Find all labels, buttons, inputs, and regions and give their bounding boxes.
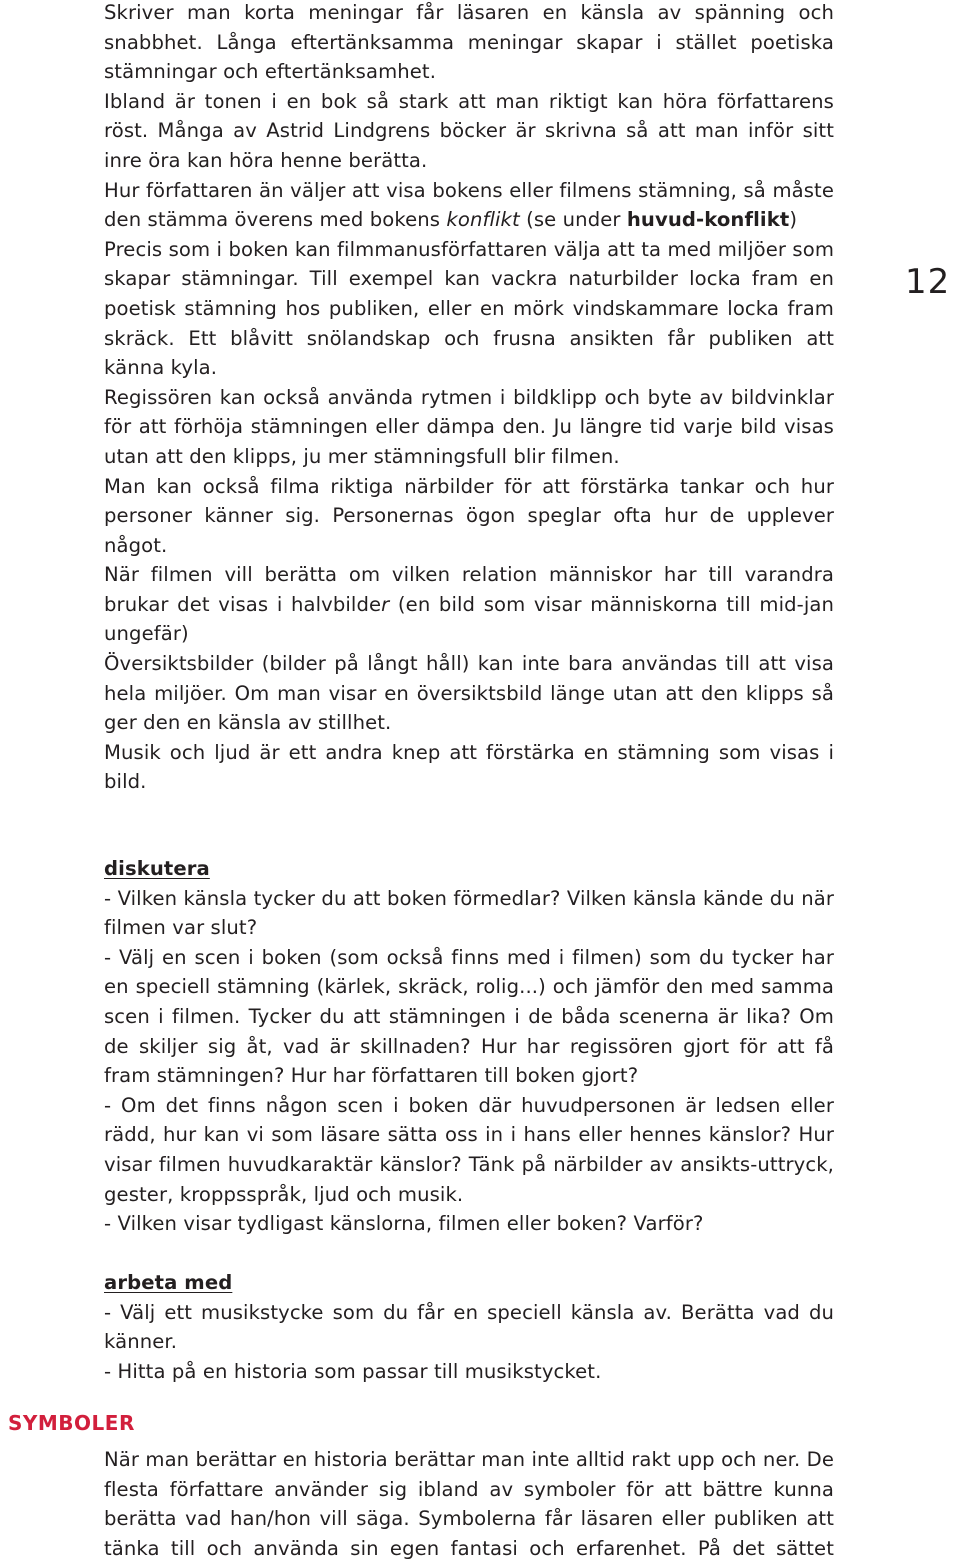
diskutera-heading: diskutera xyxy=(104,857,210,880)
arbeta-med-item: - Välj ett musikstycke som du får en speciell känsla av. Berätta vad du känner. xyxy=(104,1300,834,1354)
paragraph-closeups: Man kan också filma riktiga närbilder för att förstärka tankar och hur personer känner sig. Personernas ögon speglar ofta hur de upplever något. xyxy=(104,474,834,557)
paragraph-author-voice: Ibland är tonen i en bok så stark att man riktigt kan höra författarens röst. Många av Astrid Lindgrens böcker är skrivna så att man inför sitt inre öra kan höra henne berätta. xyxy=(104,89,834,172)
page-number: 12 xyxy=(905,262,951,302)
symboler-paragraph: När man berättar en historia berättar man inte alltid rakt upp och ner. De flesta författare använder sig ibland av symboler för att bättre kunna berätta vad han/hon vill säga. Symbolerna får läsaren eller publiken att tänka till och använda sin egen fantasi och erfarenhet. På det sättet xyxy=(104,1448,834,1560)
paragraph-environments: Precis som i boken kan filmmanusförfattaren välja att ta med miljöer som skapar stämningar. Till exempel kan vackra naturbilder locka fram en poetisk stämning hos publiken, eller en mörk vindskammare locka fram skräck. Ett blåvitt snölandskap och frusna ansikten får publiken att känna kyla. xyxy=(104,237,834,380)
paragraph-overview: Översiktsbilder (bilder på långt håll) kan inte bara användas till att visa hela miljöer. Om man visar en översiktsbild länge utan att den klipps så ger den en känsla av stillhet. xyxy=(104,652,834,735)
symboler-section-label: SYMBOLER xyxy=(8,1411,135,1435)
paragraph-rhythm: Regissören kan också använda rytmen i bildklipp och byte av bildvinklar för att förhöja stämningen eller dämpa den. Ju längre tid varje bild visas utan att den klipps, ju mer stämningsfull blir filmen. xyxy=(104,385,834,468)
diskutera-item: - Vilken känsla tycker du att boken förmedlar? Vilken känsla kände du när filmen var slut? xyxy=(104,886,834,940)
halfshot-suffix: r xyxy=(381,592,390,616)
diskutera-item: - Välj en scen i boken (som också finns med i filmen) som du tycker har en speciell stämning (kärlek, skräck, rolig...) och jämför den med samma scen i filmen. Tycker du att stämningen i de båda scenerna är lika? Om de skiljer sig åt, vad är skillnaden? Hur har regissören gjort för att få fram stämningen? Hur har författaren till boken gjort? xyxy=(104,945,834,1088)
paragraph-sentence-length: Skriver man korta meningar får läsaren en känsla av spänning och snabbhet. Långa eftertänksamma meningar skapar i stället poetiska stämningar och eftertänksamhet. xyxy=(104,1,834,84)
paragraph-conflict-text-c: ) xyxy=(789,208,798,232)
arbeta-med-heading: arbeta med xyxy=(104,1271,233,1294)
paragraph-conflict-text-a: Hur författaren än väljer att visa bokens eller filmens stämning, så måste den stämma överens med bokens xyxy=(104,178,834,232)
symboler-section xyxy=(104,1445,834,1563)
paragraph-conflict-text-b: (se under xyxy=(519,208,627,232)
intro-column xyxy=(104,0,834,797)
arbeta-med-item: - Hitta på en historia som passar till musikstycket. xyxy=(104,1359,602,1383)
paragraph-halfshot xyxy=(104,560,834,649)
paragraph-halfshot-text-b: (en bild som visar människorna till mid-jan ungefär) xyxy=(104,592,834,646)
conflict-term: konflikt xyxy=(446,208,520,232)
diskutera-item: - Om det finns någon scen i boken där huvudpersonen är ledsen eller rädd, hur kan vi som läsare sätta oss in i hans eller hennes känslor? Hur visar filmen huvudkaraktär känslor? Tänk på närbilder av ansikts-uttryck, gester, kroppsspråk, ljud och musik. xyxy=(104,1093,834,1206)
diskutera-item: - Vilken visar tydligast känslorna, filmen eller boken? Varför? xyxy=(104,1212,704,1236)
paragraph-conflict xyxy=(104,176,834,235)
diskutera-section xyxy=(104,854,834,1239)
paragraph-music: Musik och ljud är ett andra knep att förstärka en stämning som visas i bild. xyxy=(104,740,834,794)
huvudkonflikt-link[interactable]: huvud-konflikt xyxy=(626,208,790,232)
paragraph-halfshot-text-a: När filmen vill berätta om vilken relation människor har till varandra brukar det visas i halvbilde xyxy=(104,563,834,616)
arbeta-med-section xyxy=(104,1268,834,1386)
